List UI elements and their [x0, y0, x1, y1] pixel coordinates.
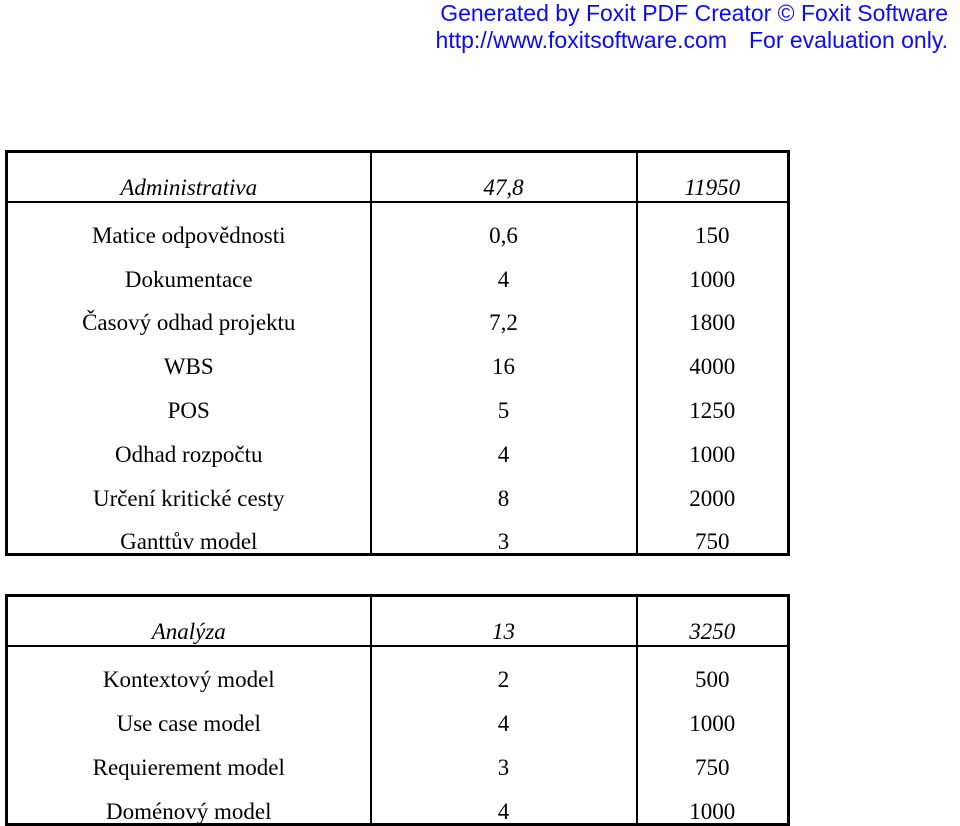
section-name: Administrativa — [7, 152, 371, 203]
watermark-url: http://www.foxitsoftware.com — [435, 27, 727, 53]
row-value: 5 — [371, 378, 637, 422]
table-row — [7, 691, 789, 735]
table-row — [7, 422, 789, 466]
row-cost: 4000 — [637, 334, 789, 378]
row-value: 0,6 — [371, 202, 637, 247]
row-name: Kontextový model — [7, 646, 371, 691]
section-value: 47,8 — [371, 152, 637, 203]
row-value: 4 — [371, 247, 637, 291]
table-row — [7, 291, 789, 335]
row-name: Dokumentace — [7, 247, 371, 291]
row-name: Use case model — [7, 691, 371, 735]
row-value: 4 — [371, 779, 637, 825]
row-value: 7,2 — [371, 291, 637, 335]
table-header-row — [7, 152, 789, 203]
row-cost: 750 — [637, 510, 789, 555]
row-name: POS — [7, 378, 371, 422]
table-row — [7, 510, 789, 555]
section-name: Analýza — [7, 596, 371, 647]
watermark-note: For evaluation only. — [748, 27, 948, 53]
row-cost: 150 — [637, 202, 789, 247]
row-name: WBS — [7, 334, 371, 378]
section-value: 13 — [371, 596, 637, 647]
row-value: 3 — [371, 735, 637, 779]
row-value: 3 — [371, 510, 637, 555]
table-row — [7, 466, 789, 510]
row-name: Časový odhad projektu — [7, 291, 371, 335]
analyza-table — [5, 594, 790, 826]
row-cost: 1000 — [637, 422, 789, 466]
row-cost: 1000 — [637, 691, 789, 735]
watermark-line-2 — [348, 27, 948, 54]
table-row — [7, 779, 789, 825]
table-row — [7, 735, 789, 779]
row-cost: 500 — [637, 646, 789, 691]
row-cost: 1000 — [637, 779, 789, 825]
table-row — [7, 202, 789, 247]
row-cost: 1250 — [637, 378, 789, 422]
row-name: Requierement model — [7, 735, 371, 779]
row-cost: 1800 — [637, 291, 789, 335]
table-row — [7, 247, 789, 291]
row-name: Matice odpovědnosti — [7, 202, 371, 247]
row-value: 8 — [371, 466, 637, 510]
row-name: Odhad rozpočtu — [7, 422, 371, 466]
row-name: Ganttův model — [7, 510, 371, 555]
foxit-watermark — [348, 0, 948, 54]
row-value: 2 — [371, 646, 637, 691]
row-cost: 2000 — [637, 466, 789, 510]
section-cost: 11950 — [637, 152, 789, 203]
table-row — [7, 334, 789, 378]
row-cost: 1000 — [637, 247, 789, 291]
row-name: Doménový model — [7, 779, 371, 825]
row-name: Určení kritické cesty — [7, 466, 371, 510]
row-value: 4 — [371, 691, 637, 735]
row-cost: 750 — [637, 735, 789, 779]
watermark-line-1: Generated by Foxit PDF Creator © Foxit Software — [440, 0, 948, 26]
row-value: 4 — [371, 422, 637, 466]
table-row — [7, 378, 789, 422]
administrativa-table — [5, 150, 790, 556]
section-cost: 3250 — [637, 596, 789, 647]
table-header-row — [7, 596, 789, 647]
row-value: 16 — [371, 334, 637, 378]
table-row — [7, 646, 789, 691]
